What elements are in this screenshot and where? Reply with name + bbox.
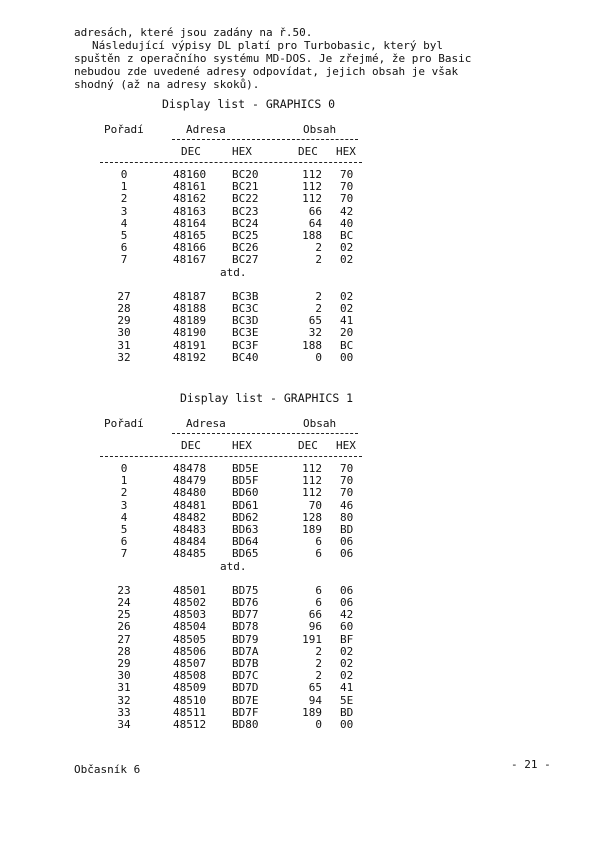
table-row [0, 608, 600, 621]
address-dec: 48506 [173, 644, 207, 658]
content-hex: BD [340, 705, 354, 719]
content-dec: 64 [308, 216, 322, 230]
row-index: 27 [117, 289, 131, 303]
row-index: 23 [117, 583, 131, 597]
row-index: 31 [117, 681, 131, 695]
row-index: 30 [117, 669, 131, 683]
footer-publication: Občasník 6 [74, 763, 141, 776]
address-dec: 48165 [173, 229, 207, 242]
address-dec: 48482 [173, 510, 207, 524]
etc-row [0, 266, 600, 279]
address-dec: 48485 [173, 547, 207, 561]
header-dec: DEC [298, 439, 318, 452]
address-hex: BD80 [232, 718, 259, 731]
row-index: 27 [117, 632, 131, 646]
content-hex: 5E [340, 693, 354, 707]
address-hex: BD64 [232, 535, 259, 549]
content-hex: 02 [340, 289, 354, 303]
address-hex: BD75 [232, 583, 259, 597]
content-hex: 00 [340, 350, 354, 364]
address-dec: 48505 [173, 632, 207, 646]
content-hex: 70 [340, 168, 354, 181]
row-index: 3 [120, 498, 128, 512]
row-index: 7 [120, 253, 128, 267]
address-dec: 48164 [173, 216, 207, 230]
address-hex: BC3C [232, 302, 259, 315]
table-row [0, 339, 600, 352]
content-hex: 80 [340, 510, 354, 524]
content-hex: 02 [340, 644, 354, 658]
address-hex: BD79 [232, 632, 259, 646]
table-row [0, 486, 600, 499]
table-row [0, 511, 600, 524]
address-hex: BD7D [232, 681, 259, 695]
address-hex: BD78 [232, 620, 259, 634]
table-row [0, 302, 600, 315]
header-dec: DEC [181, 145, 201, 158]
content-hex: 70 [340, 192, 354, 206]
content-dec: 112 [302, 192, 322, 206]
address-dec: 48189 [173, 314, 207, 328]
table-title-graphics1: Display list - GRAPHICS 1 [180, 391, 354, 405]
address-hex: BD7A [232, 644, 259, 658]
header-hex: HEX [336, 145, 356, 158]
content-hex: 06 [340, 596, 354, 609]
content-hex: 41 [340, 681, 354, 695]
content-hex: 42 [340, 204, 354, 218]
table-row [0, 474, 600, 487]
row-index: 26 [117, 620, 131, 634]
table-row [0, 645, 600, 658]
row-index: 4 [120, 510, 128, 524]
table-row [0, 253, 600, 266]
address-hex: BC3B [232, 289, 259, 303]
content-dec: 0 [315, 718, 322, 731]
content-hex: BD [340, 523, 354, 536]
address-hex: BD65 [232, 547, 259, 561]
address-dec: 48190 [173, 326, 207, 340]
content-hex: BF [340, 632, 354, 646]
address-dec: 48163 [173, 204, 207, 218]
table-row [0, 217, 600, 230]
address-hex: BD63 [232, 523, 259, 536]
address-hex: BC3F [232, 338, 259, 352]
table-row [0, 499, 600, 512]
address-dec: 48484 [173, 535, 207, 549]
intro-line: nebudou zde uvedené adresy odpovídat, jejich obsah je však [74, 65, 459, 78]
header-dec: DEC [181, 439, 201, 452]
address-hex: BD5F [232, 474, 259, 488]
address-dec: 48504 [173, 620, 207, 634]
content-dec: 128 [302, 510, 322, 524]
header-obsah: Obsah [303, 417, 337, 430]
intro-line: shodný (až na adresy skoků). [74, 78, 260, 91]
row-index: 4 [120, 216, 128, 230]
content-dec: 2 [315, 644, 322, 658]
content-dec: 2 [315, 669, 322, 683]
address-hex: BC22 [232, 192, 259, 206]
content-dec: 6 [315, 596, 322, 609]
table-header-row [0, 123, 600, 136]
row-index: 29 [117, 657, 131, 670]
row-index: 1 [120, 180, 128, 194]
table-subheader-row [0, 145, 600, 158]
table-row [0, 241, 600, 254]
address-dec: 48483 [173, 523, 207, 536]
table-row [0, 290, 600, 303]
address-dec: 48166 [173, 241, 207, 255]
page-number: - 21 - [511, 758, 551, 771]
address-hex: BC21 [232, 180, 259, 194]
table-row [0, 620, 600, 633]
content-hex: 02 [340, 657, 354, 670]
row-index: 0 [120, 168, 128, 181]
content-hex: 02 [340, 669, 354, 683]
content-hex: BC [340, 338, 354, 352]
table-row [0, 523, 600, 536]
content-hex: 20 [340, 326, 354, 340]
row-index: 2 [120, 192, 128, 206]
content-dec: 191 [302, 632, 322, 646]
header-poradi: Pořadí [104, 123, 144, 136]
address-hex: BC26 [232, 241, 259, 255]
header-divider [292, 433, 358, 434]
address-hex: BD7C [232, 669, 259, 683]
address-hex: BD7E [232, 693, 259, 707]
table-rule [100, 456, 362, 457]
content-hex: 70 [340, 462, 354, 475]
content-dec: 188 [302, 229, 322, 242]
content-dec: 6 [315, 547, 322, 561]
address-hex: BC40 [232, 350, 259, 364]
header-hex: HEX [232, 145, 252, 158]
address-dec: 48161 [173, 180, 207, 194]
table-row [0, 584, 600, 597]
address-dec: 48510 [173, 693, 207, 707]
header-dec: DEC [298, 145, 318, 158]
table-row [0, 633, 600, 646]
table-row [0, 596, 600, 609]
row-index: 29 [117, 314, 131, 328]
address-dec: 48162 [173, 192, 207, 206]
content-hex: 02 [340, 253, 354, 267]
content-dec: 2 [315, 241, 322, 255]
address-dec: 48512 [173, 718, 207, 731]
content-hex: 42 [340, 608, 354, 622]
address-hex: BD5E [232, 462, 259, 475]
row-index: 5 [120, 523, 128, 536]
content-hex: BC [340, 229, 354, 242]
address-dec: 48481 [173, 498, 207, 512]
table-row [0, 351, 600, 364]
content-hex: 06 [340, 583, 354, 597]
content-hex: 02 [340, 302, 354, 315]
content-dec: 66 [308, 204, 322, 218]
row-index: 24 [117, 596, 131, 609]
address-hex: BC27 [232, 253, 259, 267]
row-index: 28 [117, 302, 131, 315]
address-dec: 48188 [173, 302, 207, 315]
table-row [0, 192, 600, 205]
content-dec: 2 [315, 657, 322, 670]
content-dec: 112 [302, 168, 322, 181]
content-dec: 112 [302, 462, 322, 475]
table-rule [100, 162, 362, 163]
address-dec: 48167 [173, 253, 207, 267]
table-row [0, 462, 600, 475]
table-row [0, 657, 600, 670]
table-title-graphics0: Display list - GRAPHICS 0 [162, 97, 336, 111]
table-subheader-row [0, 439, 600, 452]
table-row [0, 229, 600, 242]
etc-row [0, 560, 600, 573]
row-index: 2 [120, 486, 128, 500]
address-dec: 48187 [173, 289, 207, 303]
header-divider [172, 139, 290, 140]
etc-label: atd. [220, 265, 247, 279]
content-dec: 2 [315, 289, 322, 303]
address-hex: BD61 [232, 498, 259, 512]
address-hex: BD60 [232, 486, 259, 500]
content-dec: 0 [315, 350, 322, 364]
address-hex: BD62 [232, 510, 259, 524]
row-index: 32 [117, 693, 131, 707]
table-row [0, 314, 600, 327]
content-dec: 189 [302, 523, 322, 536]
content-dec: 96 [308, 620, 322, 634]
content-dec: 189 [302, 705, 322, 719]
row-index: 5 [120, 229, 128, 242]
row-index: 0 [120, 462, 128, 475]
header-obsah: Obsah [303, 123, 337, 136]
content-dec: 2 [315, 253, 322, 267]
row-index: 1 [120, 474, 128, 488]
content-hex: 00 [340, 718, 354, 731]
content-dec: 112 [302, 180, 322, 194]
header-hex: HEX [232, 439, 252, 452]
row-index: 6 [120, 535, 128, 549]
address-dec: 48507 [173, 657, 207, 670]
address-hex: BD77 [232, 608, 259, 622]
row-index: 28 [117, 644, 131, 658]
address-dec: 48501 [173, 583, 207, 597]
content-hex: 02 [340, 241, 354, 255]
content-dec: 65 [308, 681, 322, 695]
row-index: 25 [117, 608, 131, 622]
table-row [0, 718, 600, 731]
address-dec: 48503 [173, 608, 207, 622]
row-index: 3 [120, 204, 128, 218]
content-dec: 32 [308, 326, 322, 340]
content-hex: 41 [340, 314, 354, 328]
address-hex: BC3E [232, 326, 259, 340]
address-dec: 48478 [173, 462, 207, 475]
table-row [0, 706, 600, 719]
row-index: 6 [120, 241, 128, 255]
address-dec: 48160 [173, 168, 207, 181]
content-hex: 06 [340, 547, 354, 561]
address-hex: BC23 [232, 204, 259, 218]
intro-line: Následující výpisy DL platí pro Turbobasic, který byl [92, 39, 443, 52]
address-hex: BD7B [232, 657, 259, 670]
table-row [0, 180, 600, 193]
content-dec: 6 [315, 583, 322, 597]
content-hex: 46 [340, 498, 354, 512]
intro-line: spuštěn z operačního systému MD-DOS. Je zřejmé, že pro Basic [74, 52, 472, 65]
content-hex: 70 [340, 486, 354, 500]
header-divider [172, 433, 290, 434]
header-divider [292, 139, 358, 140]
address-hex: BD76 [232, 596, 259, 609]
content-dec: 112 [302, 474, 322, 488]
address-dec: 48502 [173, 596, 207, 609]
address-hex: BC3D [232, 314, 259, 328]
row-index: 33 [117, 705, 131, 719]
header-adresa: Adresa [186, 123, 226, 136]
content-dec: 66 [308, 608, 322, 622]
address-dec: 48479 [173, 474, 207, 488]
row-index: 32 [117, 350, 131, 364]
table-row [0, 326, 600, 339]
table-row [0, 681, 600, 694]
address-dec: 48509 [173, 681, 207, 695]
header-hex: HEX [336, 439, 356, 452]
row-index: 31 [117, 338, 131, 352]
table-row [0, 535, 600, 548]
address-dec: 48480 [173, 486, 207, 500]
content-dec: 65 [308, 314, 322, 328]
address-hex: BC20 [232, 168, 259, 181]
etc-label: atd. [220, 559, 247, 573]
row-index: 34 [117, 718, 131, 731]
intro-line: adresách, které jsou zadány na ř.50. [74, 26, 313, 39]
table-row [0, 168, 600, 181]
address-hex: BD7F [232, 705, 259, 719]
content-dec: 112 [302, 486, 322, 500]
table-row [0, 694, 600, 707]
address-dec: 48508 [173, 669, 207, 683]
header-poradi: Pořadí [104, 417, 144, 430]
content-hex: 06 [340, 535, 354, 549]
content-dec: 70 [308, 498, 322, 512]
address-hex: BC24 [232, 216, 259, 230]
intro-text [74, 26, 544, 91]
address-dec: 48191 [173, 338, 207, 352]
content-hex: 70 [340, 180, 354, 194]
content-dec: 94 [308, 693, 322, 707]
content-hex: 60 [340, 620, 354, 634]
row-index: 7 [120, 547, 128, 561]
address-dec: 48511 [173, 705, 207, 719]
address-hex: BC25 [232, 229, 259, 242]
content-dec: 2 [315, 302, 322, 315]
content-hex: 40 [340, 216, 354, 230]
table-row [0, 547, 600, 560]
row-index: 30 [117, 326, 131, 340]
address-dec: 48192 [173, 350, 207, 364]
content-hex: 70 [340, 474, 354, 488]
header-adresa: Adresa [186, 417, 226, 430]
table-header-row [0, 417, 600, 430]
table-row [0, 669, 600, 682]
table-row [0, 205, 600, 218]
content-dec: 188 [302, 338, 322, 352]
content-dec: 6 [315, 535, 322, 549]
